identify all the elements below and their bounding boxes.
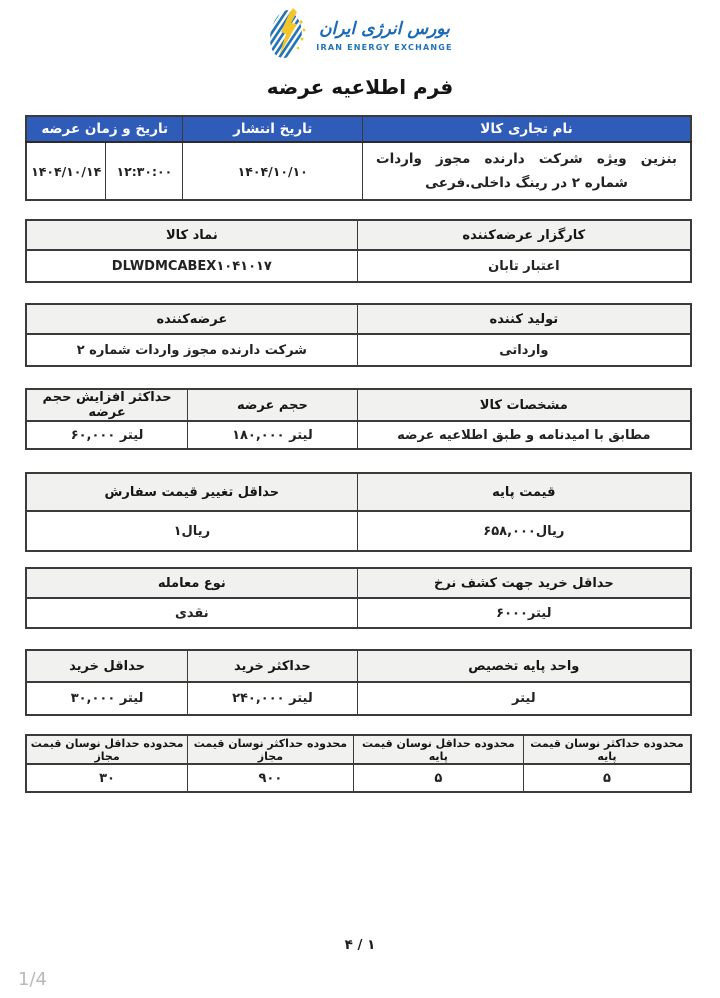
broker-symbol-table — [25, 219, 692, 283]
trade-name-date-table — [25, 115, 692, 201]
min-purchase-trade-type-table — [25, 567, 692, 629]
supply-volume-value: لیتر ۱۸۰,۰۰۰ — [188, 421, 358, 449]
exchange-name-fa: بورس انرژی ایران — [319, 18, 450, 39]
header-min-allowed-fluctuation: محدوده حداقل نوسان قیمت مجاز — [26, 735, 188, 764]
header-min-price-tick: حداقل تغییر قیمت سفارش — [26, 473, 357, 511]
allocation-unit-value: لیتر — [357, 682, 691, 715]
header-commodity-specs: مشخصات کالا — [357, 389, 691, 421]
max-allowed-fluctuation-value: ۹۰۰ — [188, 764, 354, 792]
commodity-symbol-value: DLWDMCABEX۱۰۴۱۰۱۷ — [26, 250, 357, 282]
trade-type-value: نقدی — [26, 598, 357, 628]
min-allowed-fluctuation-value: ۳۰ — [26, 764, 188, 792]
header-supplier-broker: کارگزار عرضه‌کننده — [357, 220, 691, 250]
header-max-volume-increase: حداکثر افزایش حجم عرضه — [26, 389, 188, 421]
max-purchase-value: لیتر ۲۴۰,۰۰۰ — [188, 682, 358, 715]
max-base-fluctuation-value: ۵ — [523, 764, 691, 792]
exchange-logo-text — [316, 19, 452, 52]
header-base-price: قیمت پایه — [357, 473, 691, 511]
supply-time-value: ۱۲:۳۰:۰۰ — [106, 142, 183, 200]
min-base-fluctuation-value: ۵ — [353, 764, 523, 792]
exchange-logo — [0, 6, 720, 64]
header-publish-date: تاریخ انتشار — [183, 116, 363, 142]
producer-value: وارداتی — [357, 334, 691, 366]
header-supplier: عرضه‌کننده — [26, 304, 357, 334]
supplier-broker-value: اعتبار تابان — [357, 250, 691, 282]
header-supply-volume: حجم عرضه — [188, 389, 358, 421]
base-price-table — [25, 472, 692, 552]
form-title: فرم اطلاعیه عرضه — [266, 75, 454, 99]
viewer-page-indicator: 1/4 — [18, 969, 47, 990]
header-min-purchase-discovery: حداقل خرید جهت کشف نرخ — [357, 568, 691, 598]
header-allocation-unit: واحد پایه تخصیص — [357, 650, 691, 682]
header-producer: تولید کننده — [357, 304, 691, 334]
producer-supplier-table — [25, 303, 692, 367]
header-max-purchase: حداکثر خرید — [188, 650, 358, 682]
min-purchase-discovery-value: لیتر۶۰۰۰ — [357, 598, 691, 628]
min-price-tick-value: ریال۱ — [26, 511, 357, 551]
header-commodity-symbol: نماد کالا — [26, 220, 357, 250]
header-supply-datetime: تاریخ و زمان عرضه — [26, 116, 183, 142]
max-volume-increase-value: لیتر ۶۰,۰۰۰ — [26, 421, 188, 449]
supplier-value: شرکت دارنده مجوز واردات شماره ۲ — [26, 334, 357, 366]
specs-volume-table — [25, 388, 692, 450]
header-trade-name: نام تجاری کالا — [363, 116, 692, 142]
trade-name-value: بنزین ویژه شرکت دارنده مجوز واردات شماره ۲ در رینگ داخلی.فرعی — [363, 142, 692, 200]
header-max-base-fluctuation: محدوده حداکثر نوسان قیمت پایه — [523, 735, 691, 764]
header-trade-type: نوع معامله — [26, 568, 357, 598]
commodity-specs-value: مطابق با امیدنامه و طبق اطلاعیه عرضه — [357, 421, 691, 449]
document-page-number: ۱ / ۴ — [344, 937, 376, 953]
exchange-logo-icon — [267, 8, 307, 62]
base-price-value: ریال۶۵۸,۰۰۰ — [357, 511, 691, 551]
header-min-base-fluctuation: محدوده حداقل نوسان قیمت پایه — [353, 735, 523, 764]
header-min-purchase: حداقل خرید — [26, 650, 188, 682]
header-max-allowed-fluctuation: محدوده حداکثر نوسان قیمت مجاز — [188, 735, 354, 764]
supply-date-value: ۱۴۰۴/۱۰/۱۴ — [26, 142, 106, 200]
exchange-name-en: IRAN ENERGY EXCHANGE — [316, 42, 453, 52]
allocation-purchase-table — [25, 649, 692, 716]
publish-date-value: ۱۴۰۴/۱۰/۱۰ — [183, 142, 363, 200]
min-purchase-value: لیتر ۳۰,۰۰۰ — [26, 682, 188, 715]
price-fluctuation-table — [25, 734, 692, 793]
